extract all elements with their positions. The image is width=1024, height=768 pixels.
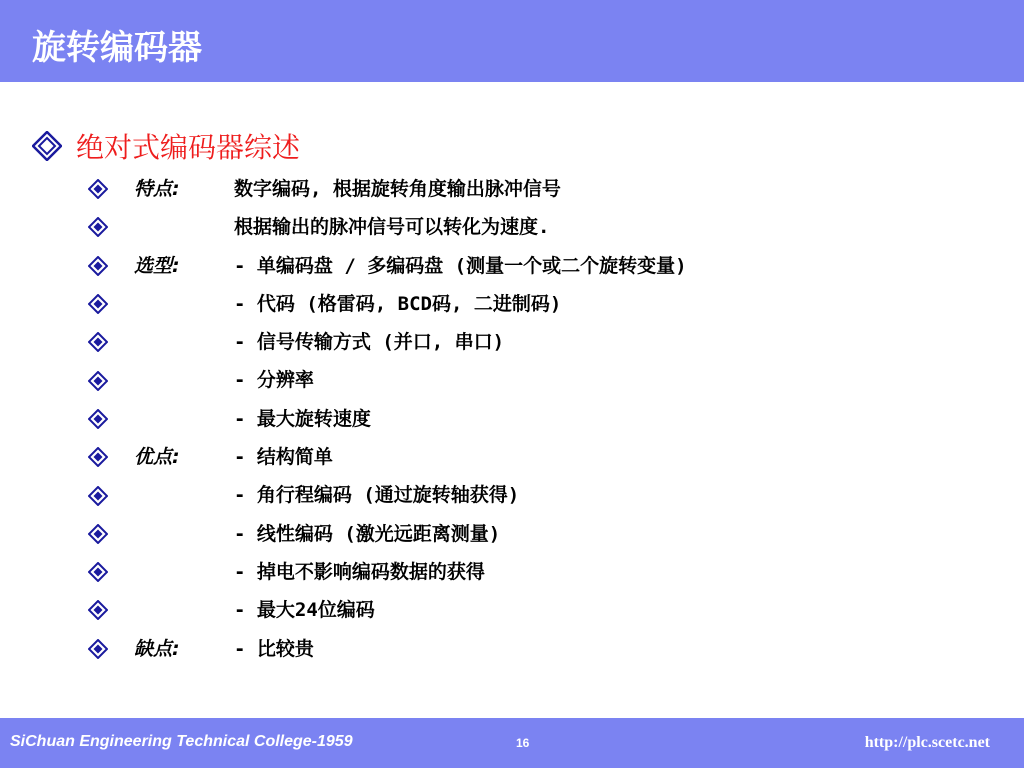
diamond-bullet-icon (88, 486, 108, 506)
list-item (88, 170, 988, 208)
item-text: - 分辨率 (234, 369, 314, 392)
list-item (88, 247, 988, 285)
item-text: - 线性编码 (激光远距离测量) (234, 522, 501, 545)
item-text: 根据输出的脉冲信号可以转化为速度. (234, 216, 550, 239)
diamond-bullet-icon (88, 639, 108, 659)
item-text: - 最大24位编码 (234, 599, 375, 622)
item-text: 数字编码, 根据旋转角度输出脉冲信号 (234, 178, 561, 200)
item-text: - 比较贵 (234, 637, 314, 660)
list-item (88, 476, 988, 514)
bullet-list (88, 170, 988, 668)
list-item (88, 553, 988, 591)
list-item (88, 400, 988, 438)
item-text: - 单编码盘 / 多编码盘 (测量一个或二个旋转变量) (234, 254, 687, 277)
page-number: 16 (516, 736, 530, 750)
list-item (88, 285, 988, 323)
diamond-bullet-icon (32, 131, 62, 161)
title-bar (0, 0, 1024, 82)
item-label: 缺点: (134, 637, 180, 660)
slide-title: 旋转编码器 (32, 28, 202, 68)
diamond-bullet-icon (88, 600, 108, 620)
main-bullet (32, 124, 300, 168)
item-text: - 代码 (格雷码, BCD码, 二进制码) (234, 292, 562, 315)
diamond-bullet-icon (88, 217, 108, 237)
item-label: 选型: (134, 254, 180, 277)
item-text: - 掉电不影响编码数据的获得 (234, 560, 485, 583)
list-item (88, 323, 988, 361)
section-heading: 绝对式编码器综述 (76, 131, 301, 164)
diamond-bullet-icon (88, 294, 108, 314)
item-label: 优点: (134, 446, 180, 469)
diamond-bullet-icon (88, 332, 108, 352)
diamond-bullet-icon (88, 179, 108, 199)
diamond-bullet-icon (88, 524, 108, 544)
list-item (88, 591, 988, 629)
list-item (88, 438, 988, 476)
diamond-bullet-icon (88, 371, 108, 391)
footer-bar (0, 718, 1024, 768)
item-text: - 角行程编码 (通过旋转轴获得) (234, 484, 520, 507)
diamond-bullet-icon (88, 447, 108, 467)
footer-url[interactable]: http://plc.scetc.net (864, 734, 990, 751)
item-label: 特点: (134, 178, 180, 200)
list-item (88, 515, 988, 553)
list-item (88, 361, 988, 399)
list-item (88, 630, 988, 668)
diamond-bullet-icon (88, 256, 108, 276)
item-text: - 最大旋转速度 (234, 407, 371, 430)
item-text: - 结构简单 (234, 446, 333, 469)
diamond-bullet-icon (88, 409, 108, 429)
footer-org: SiChuan Engineering Technical College-1959 (10, 733, 353, 750)
list-item (88, 208, 988, 246)
diamond-bullet-icon (88, 562, 108, 582)
item-text: - 信号传输方式 (并口, 串口) (234, 331, 505, 354)
